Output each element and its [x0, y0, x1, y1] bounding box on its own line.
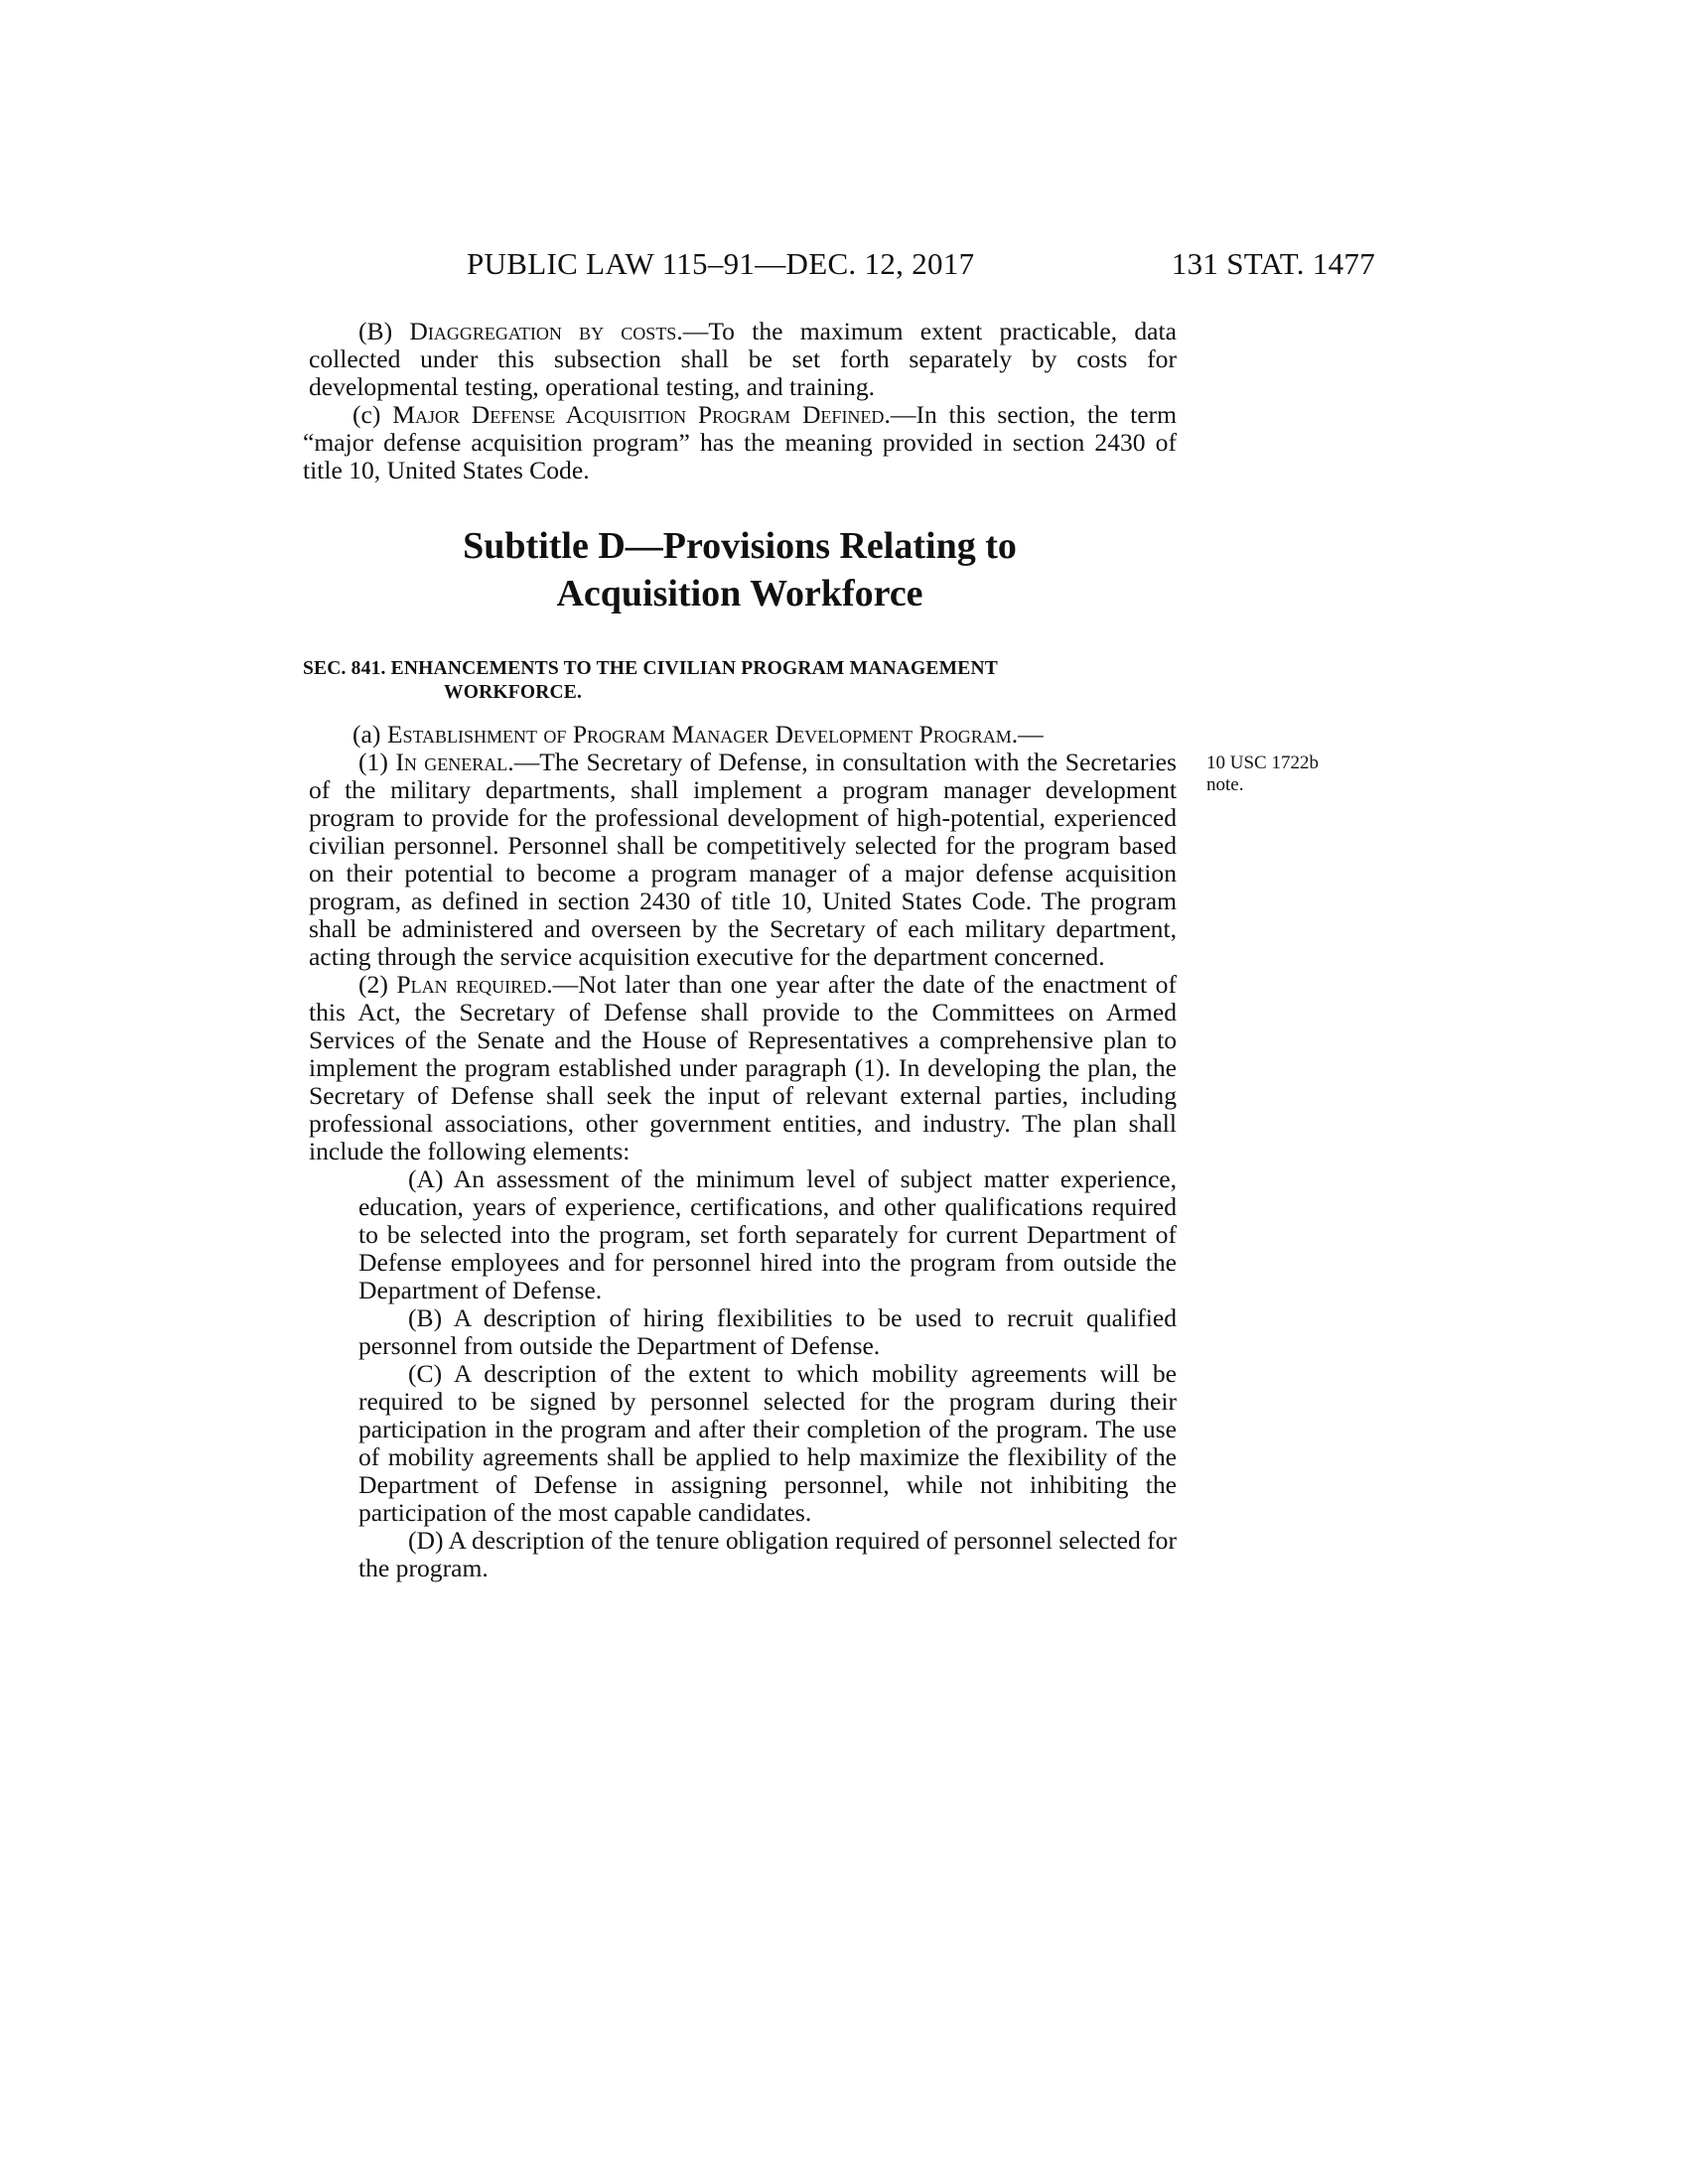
section-heading-line-2: WORKFORCE.: [444, 682, 583, 703]
body-text: [303, 318, 1177, 1582]
paragraph-label: (c): [352, 400, 393, 429]
section-heading: [303, 657, 1177, 705]
paragraph-text: In this section, the term “major defense acquisition program” has the meaning provided in section 2430 of title 10, United States Code.: [303, 400, 1177, 484]
element-d: (D) A description of the tenure obligation required of personnel selected for the program.: [358, 1526, 1177, 1582]
paragraph-c-defined: [303, 401, 1177, 484]
section-heading-line-1: SEC. 841. ENHANCEMENTS TO THE CIVILIAN PROGRAM MANAGEMENT: [303, 658, 998, 679]
paragraph-heading: Establishment of Program Manager Development Program: [386, 720, 1012, 749]
heading-dash: .—: [546, 970, 579, 999]
paragraph-b-disaggregation: [309, 318, 1177, 401]
paragraph-1-general: [309, 749, 1177, 971]
paragraph-heading: Major Defense Acquisition Program Defined: [392, 400, 885, 429]
paragraph-label: (1): [358, 748, 396, 776]
margin-note: [1206, 752, 1345, 796]
element-b: (B) A description of hiring flexibilities to be used to recruit qualified personnel from outside the Department of Defense.: [358, 1303, 1177, 1360]
paragraph-heading: Plan required: [396, 970, 547, 999]
paragraph-b-block: [303, 318, 1177, 401]
heading-dash: .—: [1011, 720, 1044, 749]
paragraph-label: (a): [352, 720, 387, 749]
margin-note-citation: 10 USC 1722b: [1206, 752, 1319, 773]
heading-dash: .—: [676, 317, 709, 345]
paragraph-a-establishment: [303, 721, 1177, 749]
margin-note-suffix: note.: [1206, 774, 1244, 795]
paragraph-heading: In general: [395, 748, 508, 776]
header-statute-page: 131 STAT. 1477: [1171, 246, 1375, 281]
paragraph-text: Not later than one year after the date of the enactment of this Act, the Secretary of Defense shall provide to the Committees on Armed Services of the Senate and the House of Representatives a comprehensive plan to implement the program established under paragraph (1). In developing the plan, the Secretary of Defense shall seek the input of relevant external parties, including professional associations, other government entities, and industry. The plan shall include the following elements:: [309, 970, 1178, 1165]
running-header: [467, 246, 1375, 290]
element-a: (A) An assessment of the minimum level of subject matter experience, education, years of experience, certifications, and other qualifications required to be selected into the program, set forth separately for current Department of Defense employees and for personnel hired into the program from outside the Department of Defense.: [358, 1164, 1177, 1304]
subtitle-line-2: Acquisition Workforce: [556, 573, 923, 614]
heading-dash: .—: [507, 748, 540, 776]
paragraph-label: (2): [358, 970, 397, 999]
header-law-date: PUBLIC LAW 115–91—DEC. 12, 2017: [467, 246, 975, 281]
paragraph-text: To the maximum extent practicable, data collected under this subsection shall be set forth separately by costs for developmental testing, operational testing, and training.: [309, 317, 1178, 401]
subtitle-line-1: Subtitle D—Provisions Relating to: [463, 525, 1017, 567]
paragraph-heading: Diaggregation by costs: [409, 317, 677, 345]
subtitle-heading: [303, 522, 1177, 617]
paragraph-label: (B): [358, 317, 410, 345]
paragraph-text: The Secretary of Defense, in consultation with the Secretaries of the military departments, shall implement a program manager development program to provide for the professional development of high-potential, experienced civilian personnel. Personnel shall be competitively selected for the program based on their potential to become a program manager of a major defense acquisition program, as defined in section 2430 of title 10, United States Code. The program shall be administered and overseen by the Secretary of each military department, acting through the service acquisition executive for the department concerned.: [309, 748, 1177, 971]
paragraph-2-plan-required: [309, 971, 1177, 1165]
element-c: (C) A description of the extent to which mobility agreements will be required to be signed by personnel selected for the program during their participation in the program and after their completion of the program. The use of mobility agreements shall be applied to help maximize the flexibility of the Department of Defense in assigning personnel, while not inhibiting the participation of the most capable candidates.: [358, 1359, 1177, 1527]
heading-dash: .—: [884, 400, 916, 429]
paragraph-1-block: [303, 749, 1177, 1165]
elements-list: [303, 1165, 1177, 1582]
